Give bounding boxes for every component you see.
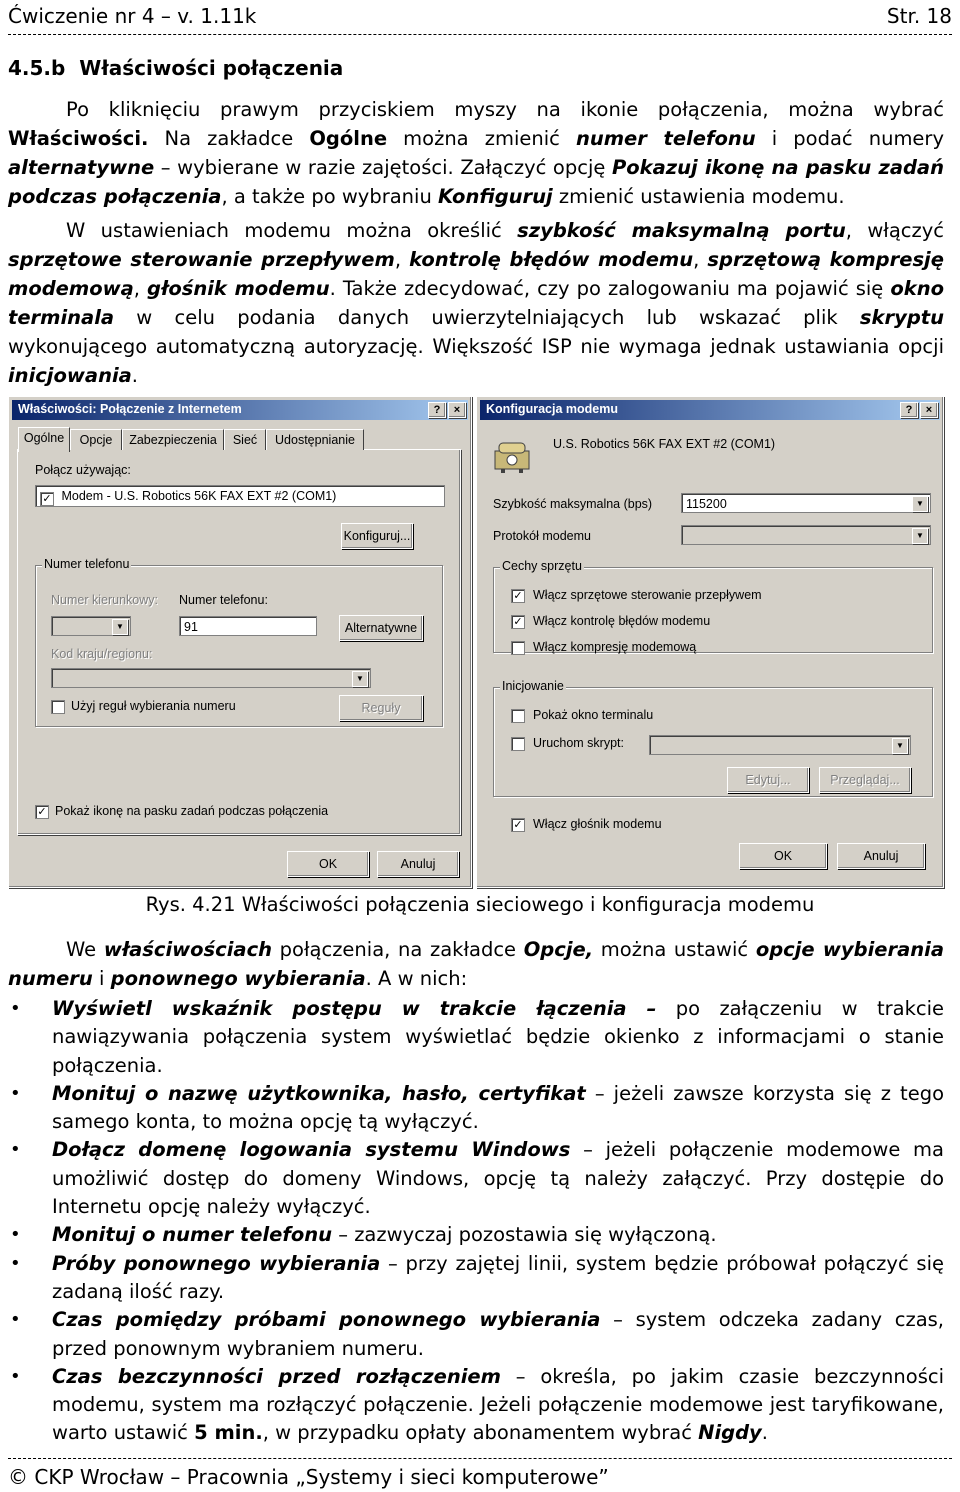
dialog-title: Właściwości: Połączenie z Internetem [18,402,242,416]
paragraph-2: W ustawieniach modemu można określić szybkość maksymalną portu, włączyć sprzętowe sterowanie przepływem, kontrolę błędów modemu, sprzętową kompresję modemową, głośnik modemu. Także zdecydować, czy po zalogowaniu ma pojawić się okno terminala w celu podania danych uwierzytelniających lub wskazać plik skryptu wykonującego automatyczną autoryzację. Większość ISP nie wymaga jednak ustawiania opcji inicjowania. [8,219,944,387]
list-item: • Wyświetl wskaźnik postępu w trakcie łączenia – po załączeniu w trakcie nawiązywania połączenia system wyświetlać będzie okienko z informacjami o stanie połączenia. [8,995,944,1080]
chevron-down-icon: ▼ [112,619,128,635]
chevron-down-icon: ▼ [912,496,928,512]
chevron-down-icon: ▼ [352,671,368,687]
country-code-select[interactable] [51,668,371,688]
phone-number-label: Numer telefonu: [179,593,268,607]
list-item: • Czas bezczynności przed rozłączeniem – określa, po jakim czasie bezczynności modemu, system ma rozłączyć połączenie. Jeżeli połączenie modemowe jest taryfikowane, warto ustawić 5 min., w przypadku opłaty abonamentem wybrać Nigdy. [8,1363,944,1448]
list-item: • Czas pomiędzy próbami ponownego wybierania – system odczeka zadany czas, przed ponownym wybraniem numeru. [8,1306,944,1363]
page-header [8,4,952,32]
list-item: • Dołącz domenę logowania systemu Windows – jeżeli połączenie modemowe ma umożliwić dostęp do domeny Windows, opcję tą należy załączyć. Przy dostępie do Internetu opcję należy wyłączyć. [8,1136,944,1221]
cancel-button[interactable]: Anuluj [377,851,459,877]
edit-button[interactable]: Edytuj... [727,767,809,793]
country-code-label: Kod kraju/regionu: [51,647,153,661]
area-code-label: Numer kierunkowy: [51,593,158,607]
tab-options[interactable]: Opcje [70,429,122,450]
max-speed-select[interactable] [681,493,931,513]
tab-sharing[interactable]: Udostępnianie [266,429,364,450]
compression-label: Włącz kompresję modemową [533,640,697,654]
figure-caption: Rys. 4.21 Właściwości połączenia sieciowego i konfiguracja modemu [145,893,815,916]
error-control-label: Włącz kontrolę błędów modemu [533,614,711,628]
modem-config-dialog [476,396,944,888]
dialog-title-bar [480,400,940,420]
ok-button[interactable]: OK [287,851,369,877]
rules-button[interactable]: Reguły [339,695,423,721]
footer-divider [8,1458,952,1459]
hw-group-title: Cechy sprzętu [502,559,582,573]
hw-flow-checkbox[interactable]: ✓ [511,589,525,603]
connect-using-label: Połącz używając: [35,463,131,477]
list-item: • Próby ponownego wybierania – przy zajętej linii, system będzie próbował połączyć się zadaną ilość razy. [8,1250,944,1307]
compression-checkbox[interactable] [511,641,525,655]
header-left: Ćwiczenie nr 4 – v. 1.11k [8,4,257,28]
list-item: • Monituj o nazwę użytkownika, hasło, certyfikat – jeżeli zawsze korzysta się z tego samego konta, to można opcję tą wyłączyć. [8,1080,944,1137]
browse-button[interactable]: Przeglądaj... [819,767,911,793]
dialing-rules-label: Użyj reguł wybierania numeru [71,699,236,713]
modem-checkbox[interactable]: ✓ [40,492,54,506]
chevron-down-icon: ▼ [892,738,908,754]
tab-security[interactable]: Zabezpieczenia [122,429,224,450]
phone-number-input[interactable]: 91 [179,616,317,636]
dialing-rules-checkbox[interactable] [51,700,65,714]
tab-general[interactable]: Ogólne [18,427,70,452]
show-icon-checkbox[interactable]: ✓ [35,805,49,819]
alternates-button[interactable]: Alternatywne [339,615,423,641]
terminal-label: Pokaż okno terminalu [533,708,654,722]
help-icon[interactable]: ? [428,402,446,418]
device-name: U.S. Robotics 56K FAX EXT #2 (COM1) [553,437,776,451]
script-select[interactable] [649,735,911,755]
dialog-title: Konfiguracja modemu [486,402,618,416]
hw-flow-label: Włącz sprzętowe sterowanie przepływem [533,588,762,602]
script-checkbox[interactable] [511,737,525,751]
ok-button[interactable]: OK [739,843,827,869]
max-speed-label: Szybkość maksymalna (bps) [493,497,653,511]
script-label: Uruchom skrypt: [533,736,624,750]
speaker-checkbox[interactable]: ✓ [511,818,525,832]
terminal-checkbox[interactable] [511,709,525,723]
close-icon[interactable]: × [448,402,466,418]
configure-button[interactable]: Konfiguruj... [341,523,413,549]
max-speed-value: 115200 [686,497,727,511]
modem-phone-icon [491,433,533,475]
phone-group-title: Numer telefonu [44,557,130,571]
error-control-checkbox[interactable]: ✓ [511,615,525,629]
connection-properties-dialog [8,396,472,888]
paragraph-1: Po kliknięciu prawym przyciskiem myszy na ikonie połączenia, można wybrać Właściwości. Na zakładce Ogólne można zmienić numer telefonu i podać numery alternatywne – wybierane w razie zajętości. Załączyć opcję Pokazuj ikonę na pasku zadań podczas połączenia, a także po wybraniu Konfiguruj zmienić ustawienia modemu. [8,98,944,208]
page-footer: © CKP Wrocław – Pracownia „Systemy i sieci komputerowe” [8,1465,609,1489]
chevron-down-icon: ▼ [912,528,928,544]
cancel-button[interactable]: Anuluj [837,843,925,869]
options-list [8,995,944,1448]
area-code-select[interactable] [51,616,131,636]
close-icon[interactable]: × [920,402,938,418]
help-icon[interactable]: ? [900,402,918,418]
protocol-label: Protokół modemu [493,529,591,543]
dialog-title-bar [12,400,468,420]
modem-item: Modem - U.S. Robotics 56K FAX EXT #2 (COM1) [61,489,337,503]
tab-network[interactable]: Sieć [224,429,266,450]
protocol-select[interactable] [681,525,931,545]
page-number: Str. 18 [886,4,952,28]
section-title: 4.5.b Właściwości połączenia [8,56,344,80]
list-item: • Monituj o numer telefonu – zazwyczaj pozostawia się wyłączoną. [8,1221,944,1249]
paragraph-3: We właściwościach połączenia, na zakładce Opcje, można ustawić opcje wybierania numeru i ponownego wybierania. A w nich: [8,938,944,990]
show-icon-label: Pokaż ikonę na pasku zadań podczas połączenia [55,804,329,818]
init-group-title: Inicjowanie [502,679,564,693]
header-divider [8,34,952,35]
modem-list[interactable] [35,485,445,507]
speaker-label: Włącz głośnik modemu [533,817,662,831]
